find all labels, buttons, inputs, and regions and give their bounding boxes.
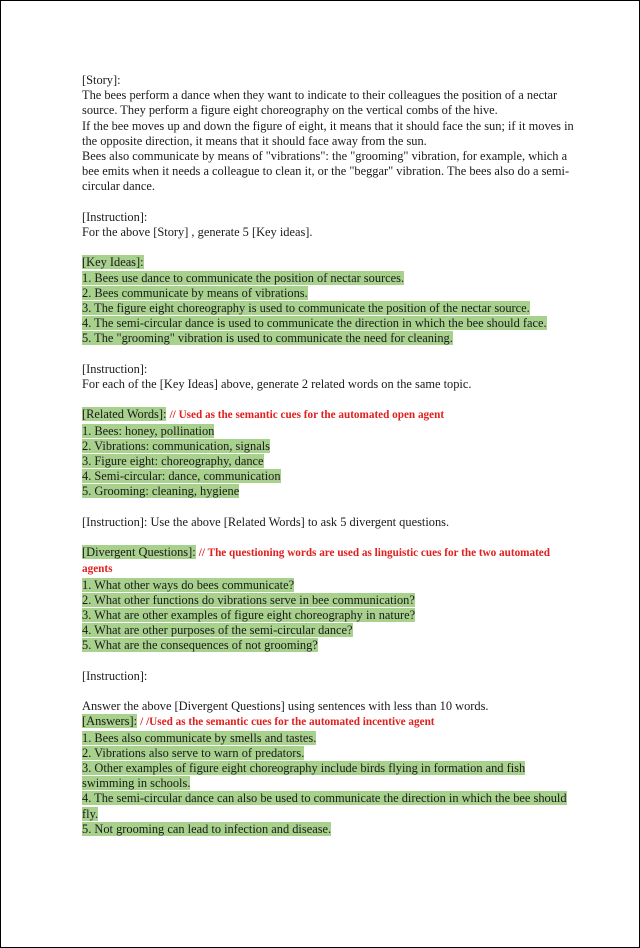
- instruction-heading: [Instruction]:: [82, 361, 148, 376]
- divergent-question-item: 3. What are other examples of figure eight choreography in nature?: [82, 608, 416, 623]
- answer-item: 2. Vibrations also serve to warn of predators.: [82, 745, 305, 760]
- related-word-item: 5. Grooming: cleaning, hygiene: [82, 484, 240, 499]
- answer-item: 5. Not grooming can lead to infection and disease.: [82, 821, 332, 836]
- answer-item: swimming in schools.: [82, 776, 191, 791]
- related-words-heading: [Related Words]:: [82, 407, 167, 422]
- answers-comment: / /Used as the semantic cues for the automated incentive agent: [140, 716, 435, 729]
- related-word-item: 4. Semi-circular: dance, communication: [82, 469, 281, 484]
- key-idea-item: 1. Bees use dance to communicate the position of nectar sources.: [82, 270, 405, 285]
- answer-item: 1. Bees also communicate by smells and tastes.: [82, 730, 317, 745]
- divergent-question-item: 4. What are other purposes of the semi-circular dance?: [82, 623, 353, 638]
- instruction-text: For each of the [Key Ideas] above, generate 2 related words on the same topic.: [82, 377, 472, 392]
- related-word-item: 2. Vibrations: communication, signals: [82, 438, 270, 453]
- related-word-item: 1. Bees: honey, pollination: [82, 423, 215, 438]
- story-line: bee emits when it needs a colleague to clean it, or the "beggar" vibration. The bees also do a semi-: [82, 164, 570, 179]
- story-line: source. They perform a figure eight choreography on the vertical combs of the hive.: [82, 103, 498, 118]
- answer-item: 4. The semi-circular dance can also be used to communicate the direction in which the bee should: [82, 791, 567, 806]
- story-heading: [Story]:: [82, 73, 121, 87]
- key-idea-item: 3. The figure eight choreography is used to communicate the position of the nectar source.: [82, 301, 530, 316]
- divergent-question-item: 5. What are the consequences of not grooming?: [82, 638, 318, 653]
- divergent-question-item: 2. What other functions do vibrations serve in bee communication?: [82, 592, 415, 607]
- instruction-heading: [Instruction]:: [82, 209, 148, 224]
- key-idea-item: 2. Bees communicate by means of vibrations.: [82, 285, 308, 300]
- divergent-questions-comment-cont: agents: [82, 563, 113, 576]
- document-content: [82, 73, 612, 837]
- related-words-comment: // Used as the semantic cues for the automated open agent: [169, 409, 445, 422]
- instruction-text: Answer the above [Divergent Questions] using sentences with less than 10 words.: [82, 699, 489, 714]
- key-ideas-heading: [Key Ideas]:: [82, 255, 144, 270]
- story-line: If the bee moves up and down the figure of eight, it means that it should face the sun; if it moves in: [82, 118, 574, 133]
- story-line: the opposite direction, it means that it should face away from the sun.: [82, 133, 427, 148]
- answer-item: fly.: [82, 806, 99, 821]
- instruction-heading: [Instruction]:: [82, 668, 148, 683]
- answer-item: 3. Other examples of figure eight choreography include birds flying in formation and fish: [82, 761, 526, 776]
- related-word-item: 3. Figure eight: choreography, dance: [82, 454, 264, 469]
- story-line: The bees perform a dance when they want to indicate to their colleagues the position of a nectar: [82, 88, 558, 103]
- divergent-questions-heading: [Divergent Questions]:: [82, 545, 196, 560]
- divergent-question-item: 1. What other ways do bees communicate?: [82, 577, 295, 592]
- instruction-text: For the above [Story] , generate 5 [Key ideas].: [82, 225, 313, 240]
- divergent-questions-comment: // The questioning words are used as linguistic cues for the two automated: [198, 547, 550, 560]
- answers-heading: [Answers]:: [82, 714, 138, 729]
- key-idea-item: 5. The "grooming" vibration is used to communicate the need for cleaning.: [82, 331, 453, 346]
- instruction-text: [Instruction]: Use the above [Related Words] to ask 5 divergent questions.: [82, 514, 450, 529]
- story-line: Bees also communicate by means of "vibrations": the "grooming" vibration, for example, which a: [82, 149, 568, 164]
- key-idea-item: 4. The semi-circular dance is used to communicate the direction in which the bee should face.: [82, 316, 547, 331]
- story-line: circular dance.: [82, 179, 155, 194]
